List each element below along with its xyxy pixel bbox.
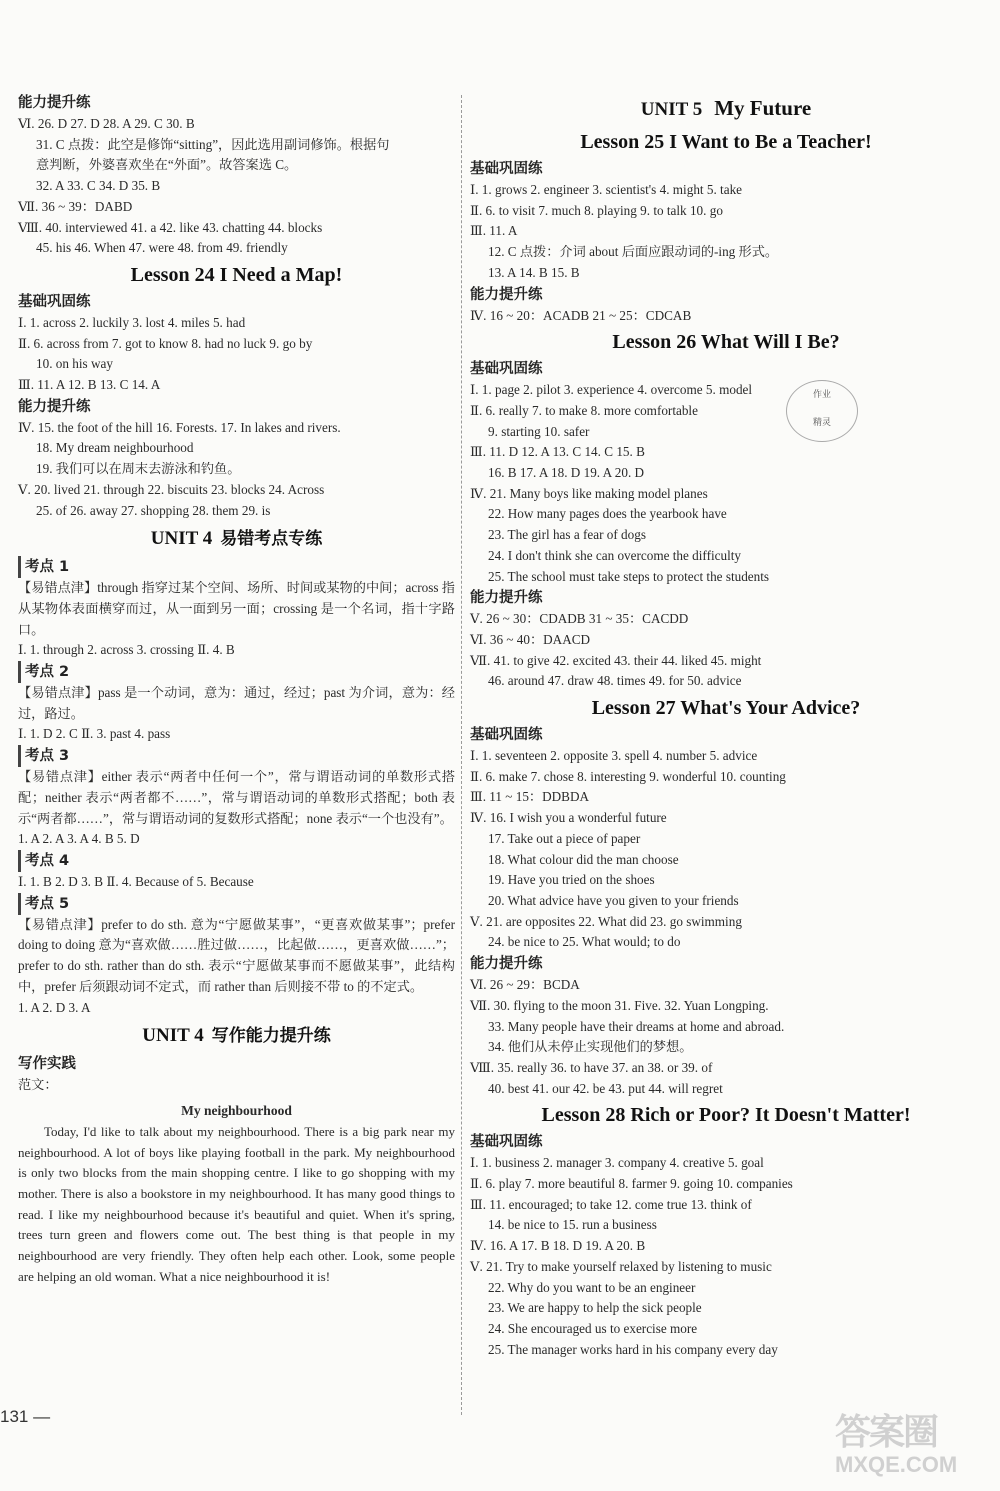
- answer-line: 16. B 17. A 18. D 19. A 20. D: [488, 465, 645, 481]
- section-heading: 能力提升练: [18, 398, 91, 415]
- answer-line: Ⅳ. 16. A 17. B 18. D 19. A 20. B: [470, 1238, 646, 1254]
- answer-line: Ⅴ. 21. Try to make yourself relaxed by listening to music: [470, 1258, 772, 1274]
- answer-line: 24. be nice to 25. What would; to do: [488, 934, 681, 950]
- answer-line: Ⅴ. 21. are opposites 22. What did 23. go swimming: [470, 913, 742, 929]
- answer-line: 33. Many people have their dreams at home and abroad.: [488, 1018, 785, 1034]
- section-heading: 能力提升练: [470, 956, 543, 973]
- answer-line: 范文：: [18, 1077, 58, 1093]
- answer-line: 24. She encouraged us to exercise more: [488, 1320, 698, 1336]
- error-note: 【易错点津】prefer to do sth. 意为“宁愿做某事”，“更喜欢做某事”；prefer doing to doing 意为“喜欢做……胜过做……，比起做……，更喜欢做……”；prefer to do sth. rather than do sth. 表示“宁愿做某事而不愿做某事”，此结构中，prefer 后须跟动词不定式，而 rather than 后则接不带 to 的不定式。: [18, 916, 455, 994]
- test-point-heading: 考点 2: [18, 661, 69, 683]
- unit-subtitle: My Future: [714, 96, 812, 120]
- stamp-logo: 作业 精灵: [786, 380, 858, 442]
- answer-line: Ⅲ. 11 ~ 15：DDBDA: [470, 789, 590, 805]
- section-heading: 基础巩固练: [470, 727, 543, 744]
- answer-line: 18. What colour did the man choose: [488, 851, 679, 867]
- answer-line: 22. How many pages does the yearbook have: [488, 506, 727, 522]
- test-point-row: [18, 893, 455, 915]
- answer-line: Ⅲ. 11. A 12. B 13. C 14. A: [18, 377, 161, 393]
- test-point-heading: 考点 5: [18, 893, 69, 915]
- unit-title: [470, 92, 982, 126]
- answer-line: 23. The girl has a fear of dogs: [488, 527, 646, 543]
- test-point-heading: 考点 4: [18, 850, 69, 872]
- section-heading: 能力提升练: [18, 95, 91, 111]
- answer-line: Ⅰ. 1. business 2. manager 3. company 4. creative 5. goal: [470, 1155, 764, 1171]
- unit-title: [18, 1018, 455, 1053]
- answer-line: Ⅷ. 40. interviewed 41. a 42. like 43. chatting 44. blocks: [18, 219, 323, 235]
- lesson-title: Lesson 24 I Need a Map!: [130, 263, 343, 286]
- test-point-heading: 考点 1: [18, 556, 69, 578]
- test-point-row: [18, 556, 455, 578]
- answer-line: 24. I don't think she can overcome the difficulty: [488, 547, 741, 563]
- answer-line: 17. Take out a piece of paper: [488, 830, 641, 846]
- error-note: 【易错点津】pass 是一个动词，意为：通过，经过；past 为介词，意为：经过，路过。: [18, 685, 455, 721]
- answer-line: 34. 他们从未停止实现他们的梦想。: [488, 1039, 693, 1055]
- section-heading: 基础巩固练: [470, 161, 543, 177]
- answer-line: Ⅵ. 36 ~ 40：DAACD: [470, 631, 591, 647]
- answer-line: 19. 我们可以在周末去游泳和钓鱼。: [36, 461, 241, 477]
- lesson-title: Lesson 26 What Will I Be?: [612, 331, 840, 354]
- answer-line: Ⅶ. 41. to give 42. excited 43. their 44. liked 45. might: [470, 652, 762, 668]
- answer-line: Ⅰ. 1. page 2. pilot 3. experience 4. overcome 5. model: [470, 382, 753, 398]
- answer-line: 1. A 2. D 3. A: [18, 999, 91, 1015]
- answer-line: Ⅳ. 21. Many boys like making model planes: [470, 485, 708, 501]
- answer-line: 46. around 47. draw 48. times 49. for 50. advice: [488, 673, 742, 689]
- answer-line: 19. Have you tried on the shoes: [488, 872, 655, 888]
- test-point-heading: 考点 3: [18, 745, 69, 767]
- answer-line: Ⅰ. 1. B 2. D 3. B Ⅱ. 4. Because of 5. Because: [18, 873, 254, 889]
- answer-line: Ⅳ. 16. I wish you a wonderful future: [470, 810, 667, 826]
- answer-line: Ⅴ. 26 ~ 30：CDADB 31 ~ 35：CACDD: [470, 611, 689, 627]
- unit-label: UNIT 5: [640, 99, 703, 120]
- answer-line: Ⅶ. 36 ~ 39：DABD: [18, 198, 133, 214]
- test-point-row: [18, 745, 455, 767]
- answer-line: Ⅲ. 11. encouraged; to take 12. come true 13. think of: [470, 1196, 752, 1212]
- answer-line: Ⅰ. 1. across 2. luckily 3. lost 4. miles 5. had: [18, 314, 246, 330]
- answer-line: 25. of 26. away 27. shopping 28. them 29. is: [36, 502, 271, 518]
- answer-line: 25. The school must take steps to protect the students: [488, 568, 770, 584]
- test-point-row: [18, 850, 455, 872]
- section-heading: 基础巩固练: [470, 1134, 543, 1151]
- answer-line: Ⅱ. 6. make 7. chose 8. interesting 9. wonderful 10. counting: [470, 768, 786, 784]
- answer-line: 31. C 点拨：此空是修饰“sitting”，因此选用副词修饰。根据句: [36, 136, 390, 152]
- lesson-title: Lesson 28 Rich or Poor? It Doesn't Matter!: [541, 1104, 911, 1127]
- answer-line: 10. on his way: [36, 356, 113, 372]
- answer-line: Ⅱ. 6. across from 7. got to know 8. had no luck 9. go by: [18, 335, 313, 351]
- answer-line: Ⅵ. 26. D 27. D 28. A 29. C 30. B: [18, 116, 195, 131]
- lesson-title: Lesson 25 I Want to Be a Teacher!: [580, 131, 872, 153]
- answer-line: Ⅰ. 1. through 2. across 3. crossing Ⅱ. 4. B: [18, 642, 235, 658]
- answer-line: Ⅱ. 6. play 7. more beautiful 8. farmer 9. going 10. companies: [470, 1176, 793, 1192]
- answer-line: 12. C 点拨：介词 about 后面应跟动词的-ing 形式。: [488, 244, 779, 260]
- section-heading: 基础巩固练: [18, 293, 91, 310]
- answer-line: 40. best 41. our 42. be 43. put 44. will regret: [488, 1080, 723, 1096]
- error-note: 【易错点津】through 指穿过某个空间、场所、时间或某物的中间；across 指从某物体表面横穿而过，从一面到另一面；crossing 是一个名词，指十字路口。: [18, 580, 455, 637]
- answer-line: Ⅰ. 1. grows 2. engineer 3. scientist's 4. might 5. take: [470, 182, 743, 197]
- answer-line: Ⅵ. 26 ~ 29：BCDA: [470, 977, 580, 993]
- watermark-logo: 答案圈 MXQE.COM: [835, 1411, 958, 1477]
- answer-line: 20. What advice have you given to your friends: [488, 892, 739, 908]
- section-heading: 写作实践: [18, 1056, 76, 1073]
- answer-line: Ⅳ. 15. the foot of the hill 16. Forests. 17. In lakes and rivers.: [18, 419, 341, 435]
- error-note: 【易错点津】either 表示“两者中任何一个”，常与谓语动词的单数形式搭配；neither 表示“两者都不……”，常与谓语动词的单数形式搭配；both 表示“两者都……”，常与谓语动词的复数形式搭配；none 表示“一个也没有”。: [18, 769, 455, 826]
- column-divider: [461, 95, 462, 1415]
- answer-line: Ⅶ. 30. flying to the moon 31. Five. 32. Yuan Longping.: [470, 997, 769, 1013]
- unit-label: UNIT 4: [150, 528, 213, 550]
- essay-title: My neighbourhood: [181, 1102, 292, 1118]
- answer-line: Ⅴ. 20. lived 21. through 22. biscuits 23. blocks 24. Across: [18, 481, 325, 497]
- unit-subtitle: 写作能力提升练: [211, 1026, 331, 1047]
- answer-line: 14. be nice to 15. run a business: [488, 1217, 657, 1233]
- unit-label: UNIT 4: [142, 1025, 204, 1047]
- answer-line: Ⅱ. 6. really 7. to make 8. more comfortable: [470, 402, 698, 418]
- answer-line: Ⅱ. 6. to visit 7. much 8. playing 9. to talk 10. go: [470, 202, 723, 218]
- section-heading: 能力提升练: [470, 590, 543, 607]
- page-number: 131 —: [0, 1407, 51, 1426]
- test-point-row: [18, 661, 455, 683]
- answer-line: 9. starting 10. safer: [488, 423, 590, 439]
- section-heading: 基础巩固练: [470, 361, 543, 378]
- unit-subtitle: 易错考点专练: [220, 529, 323, 550]
- answer-line: Ⅰ. 1. seventeen 2. opposite 3. spell 4. number 5. advice: [470, 748, 758, 764]
- answer-line: 22. Why do you want to be an engineer: [488, 1279, 696, 1295]
- answer-line: 25. The manager works hard in his company every day: [488, 1341, 778, 1357]
- answer-line: 1. A 2. A 3. A 4. B 5. D: [18, 831, 140, 847]
- answer-line: Ⅲ. 11. A: [470, 223, 518, 239]
- answer-line: 32. A 33. C 34. D 35. B: [36, 178, 161, 194]
- lesson-title: Lesson 27 What's Your Advice?: [591, 697, 861, 720]
- section-heading: 能力提升练: [470, 286, 543, 303]
- answer-line: 意判断，外婆喜欢坐在“外面”。故答案选 C。: [36, 157, 298, 173]
- answer-line: 18. My dream neighbourhood: [36, 440, 194, 456]
- answer-line: 45. his 46. When 47. were 48. from 49. friendly: [36, 240, 288, 256]
- answer-line: Ⅲ. 11. D 12. A 13. C 14. C 15. B: [470, 444, 645, 460]
- right-column: [470, 92, 982, 1360]
- answer-line: Ⅷ. 35. really 36. to have 37. an 38. or 39. of: [470, 1059, 713, 1075]
- answer-line: 13. A 14. B 15. B: [488, 264, 580, 280]
- left-column: [18, 92, 455, 1288]
- answer-line: Ⅳ. 16 ~ 20：ACADB 21 ~ 25：CDCAB: [470, 307, 692, 323]
- unit-title: [18, 521, 455, 556]
- answer-line: Ⅰ. 1. D 2. C Ⅱ. 3. past 4. pass: [18, 726, 171, 742]
- answer-line: 23. We are happy to help the sick people: [488, 1300, 702, 1316]
- essay-body: Today, I'd like to talk about my neighbourhood. There is a big park near my neighbourhood. A lot of boys like playing football in the park. My neighbourhood is only two blocks from the main shopping centre. I like to go shopping with my mother. There is also a bookstore in my neighbourhood. It has many good things to read. I like my neighbourhood because it's beautiful and quiet. When it's spring, trees turn green and flowers come out. The best thing is that people in my neighbourhood are very friendly. They often help each other. Look, some people are helping an old woman. What a nice neighbourhood it is!: [18, 1123, 455, 1284]
